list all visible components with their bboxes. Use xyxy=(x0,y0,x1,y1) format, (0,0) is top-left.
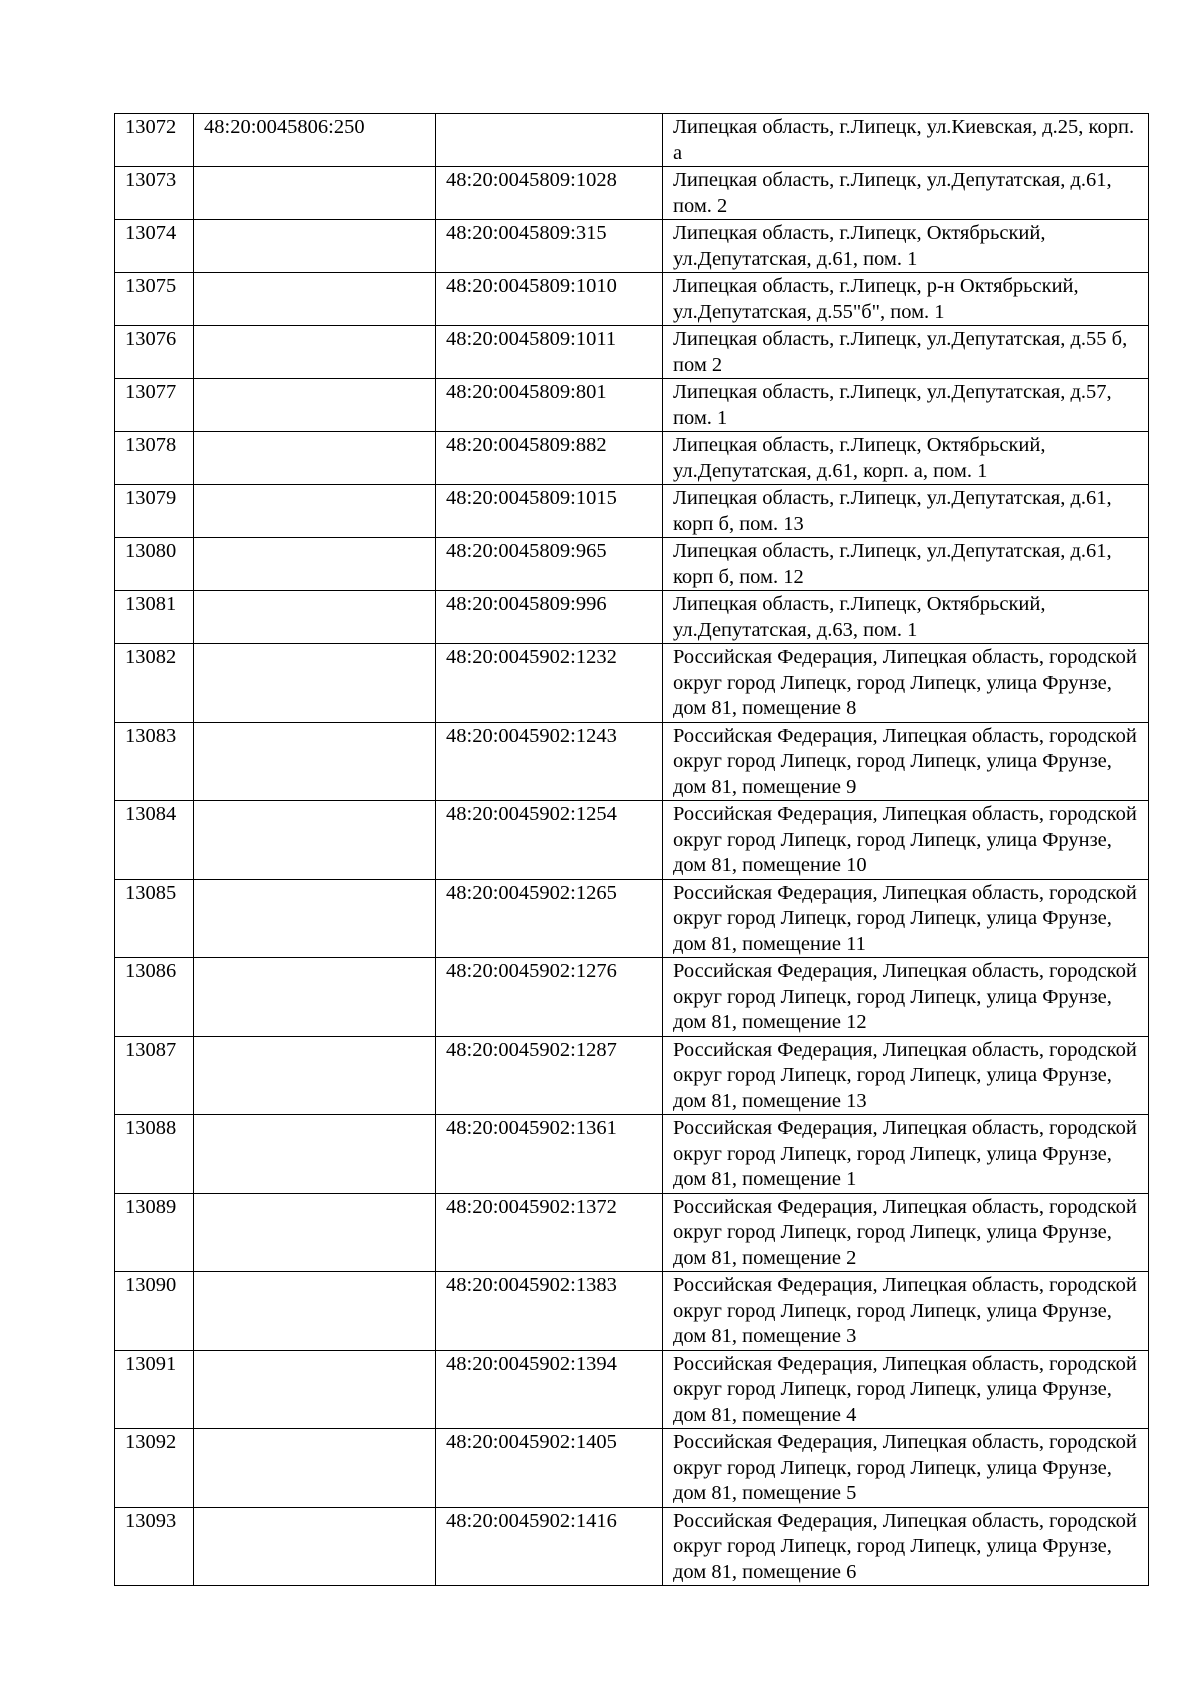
table-row xyxy=(115,1507,1149,1586)
table-row xyxy=(115,379,1149,432)
parcel-number xyxy=(194,326,436,379)
cadastral-number: 48:20:0045809:996 xyxy=(436,591,663,644)
cadastral-number xyxy=(436,114,663,167)
parcel-number xyxy=(194,167,436,220)
table-row xyxy=(115,1350,1149,1429)
cadastral-number: 48:20:0045809:882 xyxy=(436,432,663,485)
row-number: 13081 xyxy=(115,591,194,644)
cadastral-number: 48:20:0045902:1254 xyxy=(436,801,663,880)
table-row xyxy=(115,167,1149,220)
parcel-number xyxy=(194,1193,436,1272)
table-row xyxy=(115,1115,1149,1194)
cadastral-number: 48:20:0045809:1015 xyxy=(436,485,663,538)
table-row xyxy=(115,538,1149,591)
row-number: 13075 xyxy=(115,273,194,326)
row-number: 13093 xyxy=(115,1507,194,1586)
cadastral-number: 48:20:0045809:1010 xyxy=(436,273,663,326)
row-number: 13086 xyxy=(115,958,194,1037)
parcel-number xyxy=(194,801,436,880)
address: Российская Федерация, Липецкая область, городской округ город Липецк, город Липецк, улица Фрунзе, дом 81, помещение 11 xyxy=(663,879,1149,958)
address: Липецкая область, г.Липецк, р-н Октябрьский, ул.Депутатская, д.55"б", пом. 1 xyxy=(663,273,1149,326)
table-row xyxy=(115,273,1149,326)
table-row xyxy=(115,879,1149,958)
parcel-number xyxy=(194,1507,436,1586)
row-number: 13084 xyxy=(115,801,194,880)
cadastral-number: 48:20:0045902:1265 xyxy=(436,879,663,958)
address: Липецкая область, г.Липецк, ул.Депутатская, д.57, пом. 1 xyxy=(663,379,1149,432)
parcel-number xyxy=(194,273,436,326)
address: Российская Федерация, Липецкая область, городской округ город Липецк, город Липецк, улица Фрунзе, дом 81, помещение 6 xyxy=(663,1507,1149,1586)
address: Липецкая область, г.Липецк, ул.Депутатская, д.61, корп б, пом. 13 xyxy=(663,485,1149,538)
parcel-number xyxy=(194,879,436,958)
cadastral-number: 48:20:0045902:1372 xyxy=(436,1193,663,1272)
address: Липецкая область, г.Липецк, ул.Киевская, д.25, корп. а xyxy=(663,114,1149,167)
parcel-number xyxy=(194,379,436,432)
address: Липецкая область, г.Липецк, Октябрьский, ул.Депутатская, д.63, пом. 1 xyxy=(663,591,1149,644)
table-row xyxy=(115,1272,1149,1351)
row-number: 13072 xyxy=(115,114,194,167)
cadastral-number: 48:20:0045902:1383 xyxy=(436,1272,663,1351)
cadastral-number: 48:20:0045902:1405 xyxy=(436,1429,663,1508)
table-row xyxy=(115,1193,1149,1272)
table-row xyxy=(115,114,1149,167)
parcel-number xyxy=(194,1115,436,1194)
table-row xyxy=(115,432,1149,485)
address: Российская Федерация, Липецкая область, городской округ город Липецк, город Липецк, улица Фрунзе, дом 81, помещение 8 xyxy=(663,644,1149,723)
parcel-number xyxy=(194,485,436,538)
parcel-number xyxy=(194,644,436,723)
cadastral-number: 48:20:0045902:1416 xyxy=(436,1507,663,1586)
parcel-number xyxy=(194,538,436,591)
parcel-number xyxy=(194,1350,436,1429)
row-number: 13077 xyxy=(115,379,194,432)
table-row xyxy=(115,1429,1149,1508)
table-row xyxy=(115,220,1149,273)
address: Липецкая область, г.Липецк, ул.Депутатская, д.55 б, пом 2 xyxy=(663,326,1149,379)
row-number: 13074 xyxy=(115,220,194,273)
cadastral-number: 48:20:0045902:1276 xyxy=(436,958,663,1037)
address: Российская Федерация, Липецкая область, городской округ город Липецк, город Липецк, улица Фрунзе, дом 81, помещение 12 xyxy=(663,958,1149,1037)
row-number: 13092 xyxy=(115,1429,194,1508)
parcel-number xyxy=(194,958,436,1037)
cadastral-number: 48:20:0045902:1394 xyxy=(436,1350,663,1429)
row-number: 13083 xyxy=(115,722,194,801)
cadastral-number: 48:20:0045902:1287 xyxy=(436,1036,663,1115)
address: Российская Федерация, Липецкая область, городской округ город Липецк, город Липецк, улица Фрунзе, дом 81, помещение 13 xyxy=(663,1036,1149,1115)
table-row xyxy=(115,485,1149,538)
table-row xyxy=(115,958,1149,1037)
parcel-number xyxy=(194,722,436,801)
parcel-number: 48:20:0045806:250 xyxy=(194,114,436,167)
cadastral-number: 48:20:0045902:1232 xyxy=(436,644,663,723)
parcel-number xyxy=(194,1036,436,1115)
row-number: 13078 xyxy=(115,432,194,485)
parcel-number xyxy=(194,591,436,644)
cadastral-number: 48:20:0045902:1361 xyxy=(436,1115,663,1194)
parcel-number xyxy=(194,1429,436,1508)
cadastral-number: 48:20:0045809:315 xyxy=(436,220,663,273)
cadastral-number: 48:20:0045902:1243 xyxy=(436,722,663,801)
address: Российская Федерация, Липецкая область, городской округ город Липецк, город Липецк, улица Фрунзе, дом 81, помещение 4 xyxy=(663,1350,1149,1429)
table-row xyxy=(115,722,1149,801)
cadastral-number: 48:20:0045809:965 xyxy=(436,538,663,591)
row-number: 13091 xyxy=(115,1350,194,1429)
row-number: 13090 xyxy=(115,1272,194,1351)
address: Российская Федерация, Липецкая область, городской округ город Липецк, город Липецк, улица Фрунзе, дом 81, помещение 2 xyxy=(663,1193,1149,1272)
address: Российская Федерация, Липецкая область, городской округ город Липецк, город Липецк, улица Фрунзе, дом 81, помещение 9 xyxy=(663,722,1149,801)
row-number: 13088 xyxy=(115,1115,194,1194)
address: Российская Федерация, Липецкая область, городской округ город Липецк, город Липецк, улица Фрунзе, дом 81, помещение 3 xyxy=(663,1272,1149,1351)
address: Российская Федерация, Липецкая область, городской округ город Липецк, город Липецк, улица Фрунзе, дом 81, помещение 5 xyxy=(663,1429,1149,1508)
address: Российская Федерация, Липецкая область, городской округ город Липецк, город Липецк, улица Фрунзе, дом 81, помещение 1 xyxy=(663,1115,1149,1194)
row-number: 13080 xyxy=(115,538,194,591)
table-row xyxy=(115,591,1149,644)
table-row xyxy=(115,1036,1149,1115)
address: Липецкая область, г.Липецк, ул.Депутатская, д.61, корп б, пом. 12 xyxy=(663,538,1149,591)
row-number: 13089 xyxy=(115,1193,194,1272)
address: Российская Федерация, Липецкая область, городской округ город Липецк, город Липецк, улица Фрунзе, дом 81, помещение 10 xyxy=(663,801,1149,880)
cadastral-number: 48:20:0045809:801 xyxy=(436,379,663,432)
row-number: 13087 xyxy=(115,1036,194,1115)
parcel-number xyxy=(194,432,436,485)
parcel-number xyxy=(194,220,436,273)
cadastral-number: 48:20:0045809:1028 xyxy=(436,167,663,220)
address: Липецкая область, г.Липецк, Октябрьский, ул.Депутатская, д.61, пом. 1 xyxy=(663,220,1149,273)
table-row xyxy=(115,801,1149,880)
address: Липецкая область, г.Липецк, ул.Депутатская, д.61, пом. 2 xyxy=(663,167,1149,220)
table-row xyxy=(115,326,1149,379)
property-register-table xyxy=(114,113,1149,1586)
parcel-number xyxy=(194,1272,436,1351)
row-number: 13085 xyxy=(115,879,194,958)
cadastral-number: 48:20:0045809:1011 xyxy=(436,326,663,379)
row-number: 13076 xyxy=(115,326,194,379)
row-number: 13079 xyxy=(115,485,194,538)
table-row xyxy=(115,644,1149,723)
address: Липецкая область, г.Липецк, Октябрьский, ул.Депутатская, д.61, корп. а, пом. 1 xyxy=(663,432,1149,485)
row-number: 13073 xyxy=(115,167,194,220)
row-number: 13082 xyxy=(115,644,194,723)
